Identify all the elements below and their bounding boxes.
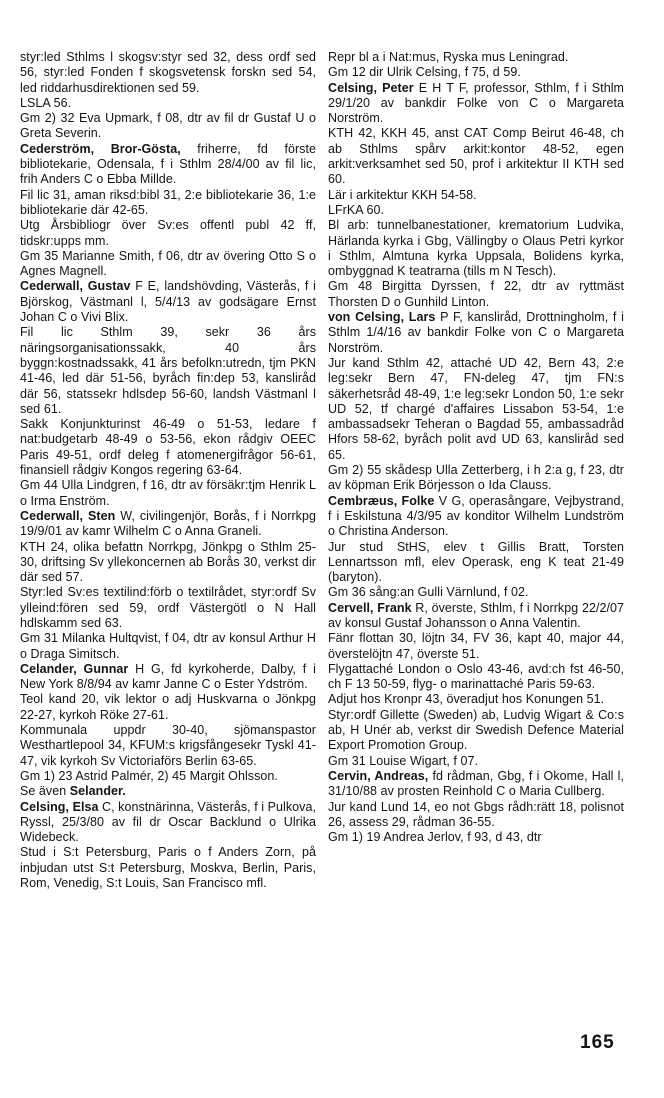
entry-text: Flygattaché London o Oslo 43-46, avd:ch fst 46-50, ch F 13 50-59, flyg- o marinattaché Paris 59-63. xyxy=(328,661,624,692)
entry-paragraph xyxy=(20,188,316,219)
entry-paragraph xyxy=(328,769,624,800)
entry-text: Gm 12 dir Ulrik Celsing, f 75, d 59. xyxy=(328,65,521,80)
entry-paragraph xyxy=(328,50,624,65)
entry-text: C, konstnärinna, Västerås, f i Pulkova, Ryssl, 25/3/80 av fil dr Oscar Backlund o Ulrika Widebeck. xyxy=(20,799,316,845)
entry-paragraph xyxy=(20,692,316,723)
entry-text: Gm 36 sång:an Gulli Värnlund, f 02. xyxy=(328,585,529,600)
entry-headword: Cervin, Andreas, xyxy=(328,768,429,783)
entry-paragraph xyxy=(20,662,316,693)
entry-paragraph xyxy=(328,126,624,187)
entry-paragraph xyxy=(328,830,624,845)
entry-text: Jur kand Lund 14, eo not Gbgs rådh:rätt 18, polisnot 26, assess 29, rådman 36-55. xyxy=(328,799,624,829)
entry-text: Jur kand Sthlm 42, attaché UD 42, Bern 43, 2:e leg:sekr Bern 47, FN-deleg 47, tjm FN:s säkerhetsråd 48-49, 1:e leg:sekr London 50, 1:e sekr UD 52, tf chargé d'affaires Lissabon 53-54, 1:e ambassadsekr Teheran o Bagdad 55, ambassadråd Hfors 58-62, byråch polit avd UD 63, kansliråd sed 65. xyxy=(328,355,624,462)
entry-paragraph xyxy=(20,111,316,142)
right-column xyxy=(328,50,624,845)
entry-headword: Cederström, Bror-Gösta, xyxy=(20,141,181,156)
entry-headword: Celsing, Elsa xyxy=(20,799,99,814)
entry-headword: Cederwall, Gustav xyxy=(20,279,131,294)
entry-paragraph xyxy=(328,65,624,80)
entry-paragraph xyxy=(328,81,624,127)
entry-text: Adjut hos Kronpr 43, överadjut hos Konungen 51. xyxy=(328,692,605,707)
entry-text: Gm 35 Marianne Smith, f 06, dtr av övering Otto S o Agnes Magnell. xyxy=(20,248,316,279)
entry-text: Gm 31 Milanka Hultqvist, f 04, dtr av konsul Arthur H o Draga Simitsch. xyxy=(20,631,316,661)
entry-text: H G, fd kyrkoherde, Dalby, f i New York 8/8/94 av kamr Janne C o Ester Ydström. xyxy=(20,661,316,692)
entry-paragraph xyxy=(20,585,316,631)
entry-text: Fänr flottan 30, löjtn 34, FV 36, kapt 40, major 44, överstelöjtn 47, överste 51. xyxy=(328,631,624,661)
entry-paragraph xyxy=(328,188,624,203)
entry-text: Sakk Konjunkturinst 46-49 o 51-53, ledare f nat:budgetarb 48-49 o 53-56, ekon rådgiv OEEC Paris 49-51, ordf deleg f atomenergifrågor 56-61, finansiell rådgiv Kongos regering 63-64. xyxy=(20,417,316,478)
entry-paragraph xyxy=(328,692,624,707)
entry-paragraph xyxy=(20,723,316,769)
entry-paragraph xyxy=(20,50,316,96)
entry-text: Lär i arkitektur KKH 54-58. xyxy=(328,187,477,202)
entry-text: styr:led Sthlms l skogsv:styr sed 32, dess ordf sed 56, styr:led Fonden f skogsvetensk forskn sed 54, led riddarhusdirektionen sed 59. xyxy=(20,50,316,95)
entry-text: fd rådman, Gbg, f i Okome, Hall l, 31/10/88 av prosten Reinhold C o Maria Cullberg. xyxy=(328,768,624,799)
entry-paragraph xyxy=(20,249,316,280)
entry-paragraph xyxy=(328,662,624,693)
entry-text: Gm 44 Ulla Lindgren, f 16, dtr av försäkr:tjm Henrik L o Irma Enström. xyxy=(20,478,316,508)
page-number: 165 xyxy=(580,1032,615,1053)
entry-paragraph xyxy=(20,417,316,478)
entry-text: Se även xyxy=(20,784,70,799)
entry-headword: Celander, Gunnar xyxy=(20,661,129,676)
entry-text: Gm 48 Birgitta Dyrssen, f 22, dtr av ryttmäst Thorsten D o Gunhild Linton. xyxy=(328,279,624,309)
entry-text: Teol kand 20, vik lektor o adj Huskvarna o Jönkpg 22-27, kyrkoh Röke 27-61. xyxy=(20,692,316,722)
entry-paragraph xyxy=(328,218,624,279)
entry-paragraph xyxy=(328,601,624,632)
entry-text: Gm 1) 19 Andrea Jerlov, f 93, d 43, dtr xyxy=(328,830,542,845)
entry-paragraph xyxy=(328,310,624,356)
entry-paragraph xyxy=(328,708,624,754)
entry-headword: Celsing, Peter xyxy=(328,80,414,95)
entry-paragraph xyxy=(328,800,624,831)
entry-paragraph xyxy=(20,800,316,846)
entry-text: Styr:led Sv:es textilind:förb o textilrådet, styr:ordf Sv ylleind:fören sed 59, ordf Västergötl o N Hall hdlskamm sed 63. xyxy=(20,585,316,630)
entry-paragraph xyxy=(20,784,316,799)
entry-text: Gm 2) 32 Eva Upmark, f 08, dtr av fil dr Gustaf U o Greta Severin. xyxy=(20,111,316,141)
left-column xyxy=(20,50,316,891)
entry-paragraph xyxy=(20,769,316,784)
entry-text: LFrKA 60. xyxy=(328,202,385,217)
entry-paragraph xyxy=(328,203,624,218)
cross-reference: Selander. xyxy=(69,784,126,799)
entry-text: LSLA 56. xyxy=(20,95,72,110)
entry-paragraph xyxy=(20,540,316,586)
entry-paragraph xyxy=(20,325,316,417)
entry-text: Jur stud StHS, elev t Gillis Bratt, Torsten Lennartsson mfl, elev Operask, eng K teat 21-49 (baryton). xyxy=(328,539,624,585)
entry-paragraph xyxy=(20,509,316,540)
entry-paragraph xyxy=(328,754,624,769)
entry-paragraph xyxy=(328,356,624,463)
entry-text: friherre, fd förste bibliotekarie, Odensala, f i Sthlm 28/4/00 av fil lic, frih Anders C o Ebba Millde. xyxy=(20,141,317,187)
entry-paragraph xyxy=(20,142,316,188)
entry-headword: Cervell, Frank xyxy=(328,600,412,615)
entry-paragraph xyxy=(328,540,624,586)
entry-paragraph xyxy=(20,631,316,662)
entry-headword: von Celsing, Lars xyxy=(328,310,436,325)
entry-text: KTH 42, KKH 45, anst CAT Comp Beirut 46-48, ch ab Sthlms spårv arkit:kontor 48-52, egen arkit:verksamhet sed 50, prof i arkitektur II KTH sed 60. xyxy=(328,126,624,187)
entry-text: P F, kansliråd, Drottningholm, f i Sthlm 1/4/16 av bankdir Folke von C o Margareta Norström. xyxy=(328,310,624,355)
entry-text: Gm 31 Louise Wigart, f 07. xyxy=(328,753,478,768)
entry-text: Utg Årsbibliogr över Sv:es offentl publ 42 ff, tidskr:upps mm. xyxy=(20,218,316,248)
entry-paragraph xyxy=(20,845,316,891)
entry-text: Gm 2) 55 skådesp Ulla Zetterberg, i h 2:a g, f 23, dtr av köpman Erik Börjesson o Ida Clauss. xyxy=(328,463,624,493)
entry-text: Repr bl a i Nat:mus, Ryska mus Leningrad. xyxy=(328,50,569,64)
entry-paragraph xyxy=(328,279,624,310)
entry-text: Fil lic Sthlm 39, sekr 36 års näringsorganisationssakk, 40 års byggn:kostnadssakk, 41 års befolkn:utredn, tjm PKN 41-46, led där 51-56, byråch fin:dep 53, kansliråd där 56, statssekr hdlsdep 56-60, landsh Västmanl l sed 61. xyxy=(20,325,316,416)
entry-text: W, civilingenjör, Borås, f i Norrkpg 19/9/01 av kamr Wilhelm C o Anna Graneli. xyxy=(20,508,316,539)
entry-text: E H T F, professor, Sthlm, f i Sthlm 29/1/20 av bankdir Folke von C o Margareta Norström. xyxy=(328,80,624,126)
entry-paragraph xyxy=(328,631,624,662)
entry-paragraph xyxy=(20,96,316,111)
entry-paragraph xyxy=(20,218,316,249)
entry-text: Bl arb: tunnelbanestationer, krematorium Ludvika, Härlanda kyrka i Gbg, Vällingby o Olaus Petri kyrkor i Sthlm, Almtuna kyrka Uppsala, Bolidens kyrka, ombyggnad K teatrarna (tills m N Tesch). xyxy=(328,218,624,279)
entry-text: Kommunala uppdr 30-40, sjömanspastor Westhartlepool 34, KFUM:s krigsfångesekr Tyskl 41-47, vik kyrkoh Sv Victoriaförs Berlin 63-65. xyxy=(20,723,316,768)
entry-paragraph xyxy=(20,279,316,325)
entry-text: Fil lic 31, aman riksd:bibl 31, 2:e bibliotekarie 36, 1:e bibliotekarie där 42-65. xyxy=(20,187,316,217)
entry-text: V G, operasångare, Vejbystrand, f i Eskilstuna 4/3/95 av konditor Wilhelm Lundström o Christina Anderson. xyxy=(328,493,625,539)
entry-text: Stud i S:t Petersburg, Paris o f Anders Zorn, på inbjudan utst S:t Petersburg, Moskva, Berlin, Paris, Rom, Venedig, S:t Louis, San Francisco mfl. xyxy=(20,845,316,891)
entry-paragraph xyxy=(328,463,624,494)
entry-text: R, överste, Sthlm, f i Norrkpg 22/2/07 av konsul Gustaf Johansson o Anna Valentin. xyxy=(328,600,624,630)
entry-paragraph xyxy=(328,585,624,600)
entry-paragraph xyxy=(328,494,624,540)
entry-text: Styr:ordf Gillette (Sweden) ab, Ludvig Wigart & Co:s ab, H Unér ab, verkst dir Swedish Defence Material Export Promotion Group. xyxy=(328,707,624,753)
entry-text: Gm 1) 23 Astrid Palmér, 2) 45 Margit Ohlsson. xyxy=(20,768,278,783)
entry-text: KTH 24, olika befattn Norrkpg, Jönkpg o Sthlm 25-30, driftsing Sv yllekoncernen ab Borås 30, verkst dir där sed 57. xyxy=(20,539,316,585)
entry-headword: Cederwall, Sten xyxy=(20,508,116,523)
entry-headword: Cembræus, Folke xyxy=(328,493,435,508)
entry-paragraph xyxy=(20,478,316,509)
entry-text: F E, landshövding, Västerås, f i Björskog, Västmanl l, 5/4/13 av godsägare Ernst Johan C o Vivi Blix. xyxy=(20,279,316,325)
